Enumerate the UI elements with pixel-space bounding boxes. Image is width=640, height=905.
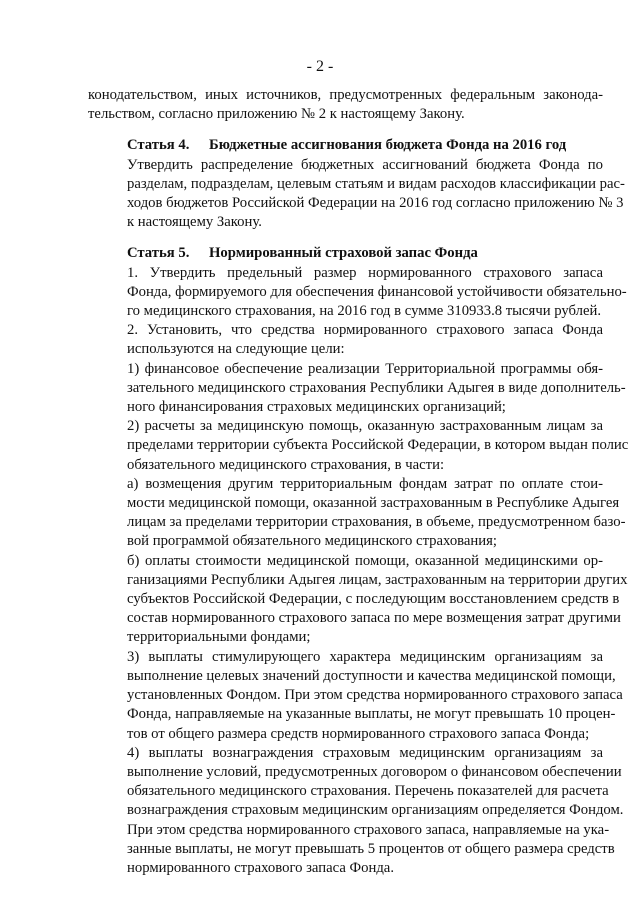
intro-paragraph — [88, 86, 603, 124]
article-5-subitem-b — [88, 552, 628, 648]
article-5-number: Статья 5. — [127, 245, 190, 262]
article-5-heading — [88, 244, 603, 263]
text-line: тов от общего размера средств нормированного страхового запаса Фонда; — [127, 725, 590, 742]
text-line: состав нормированного страхового запаса по мере возмещения затрат другими — [127, 610, 621, 627]
text-line: установленных Фондом. При этом средства нормированного страхового запаса — [127, 687, 623, 704]
article-5-title: Нормированный страховой запас Фонда — [209, 245, 478, 262]
article-5-item-1 — [88, 360, 626, 418]
text-line: б) оплаты стоимости медицинской помощи, оказанной медицинскими ор- — [127, 552, 603, 569]
text-line: территориальными фондами; — [127, 629, 311, 646]
page-number: - 2 - — [306, 58, 334, 75]
text-line: Фонда, направляемые на указанные выплаты, не могут превышать 10 процен- — [127, 706, 616, 723]
text-line: 1) финансовое обеспечение реализации Территориальной программы обя- — [127, 360, 603, 377]
text-line: вой программой обязательного медицинского страхования; — [127, 533, 497, 550]
text-line: нормированного страхового запаса Фонда. — [127, 859, 394, 876]
text-line: разделам, подразделам, целевым статьям и видам расходов классификации рас- — [127, 175, 625, 192]
article-4-title: Бюджетные ассигнования бюджета Фонда на 2016 год — [209, 137, 567, 154]
text-line: выполнение условий, предусмотренных договором о финансовом обеспечении — [127, 763, 622, 780]
article-5-item-2 — [88, 417, 629, 475]
text-line: вознаграждения страховым медицинским организациям определяется Фондом. — [127, 802, 624, 819]
text-line: 2) расчеты за медицинскую помощь, оказанную застрахованным лицам за — [127, 418, 603, 435]
text-line: используются на следующие цели: — [127, 341, 345, 358]
article-5-subitem-a — [88, 475, 626, 552]
text-line: к настоящему Закону. — [127, 214, 262, 231]
text-line: занные выплаты, не могут превышать 5 процентов от общего размера средств — [127, 840, 615, 857]
text-line: Утвердить распределение бюджетных ассигнований бюджета Фонда по — [127, 156, 603, 173]
text-line: Фонда, формируемого для обеспечения финансовой устойчивости обязательно- — [127, 283, 627, 300]
text-line: ходов бюджетов Российской Федерации на 2016 год согласно приложению № 3 — [127, 195, 624, 212]
text-line: ганизациями Республики Адыгея лицам, застрахованным на территории других — [127, 571, 628, 588]
text-line: а) возмещения другим территориальным фондам затрат по оплате стои- — [127, 475, 603, 492]
text-line: выполнение целевых значений доступности и качества медицинской помощи, — [127, 667, 616, 684]
text-line: конодательством, иных источников, предусмотренных федеральным законода- — [88, 87, 603, 103]
article-5-item-4 — [88, 744, 624, 878]
article-4-number: Статья 4. — [127, 137, 190, 154]
text-line: 1. Утвердить предельный размер нормированного страхового запаса — [127, 264, 603, 281]
text-line: субъектов Российской Федерации, с последующим восстановлением средств в — [127, 591, 620, 608]
text-line: лицам за пределами территории страхования, в объеме, предусмотренном базо- — [127, 514, 626, 531]
text-line: пределами территории субъекта Российской Федерации, в котором выдан полис — [127, 437, 629, 454]
text-line: ного финансирования страховых медицинских организаций; — [127, 399, 506, 416]
text-line: 4) выплаты вознаграждения страховым медицинским организациям за — [127, 744, 603, 761]
text-line: При этом средства нормированного страхового запаса, направляемые на ука- — [127, 821, 610, 838]
text-line: мости медицинской помощи, оказанной застрахованным в Республике Адыгея — [127, 495, 620, 512]
text-line: тельством, согласно приложению № 2 к настоящему Закону. — [88, 106, 465, 123]
article-5-item-3 — [88, 648, 623, 744]
article-5-paragraph-2 — [88, 321, 603, 359]
document-body — [88, 86, 629, 878]
text-line: 2. Установить, что средства нормированного страхового запаса Фонда — [127, 322, 603, 339]
article-5-paragraph-1 — [88, 264, 627, 322]
text-line: обязательного медицинского страхования. Перечень показателей для расчета — [127, 783, 609, 800]
text-line: обязательного медицинского страхования, в части: — [127, 456, 445, 473]
article-4-heading — [88, 136, 603, 155]
text-line: 3) выплаты стимулирующего характера медицинским организациям за — [127, 648, 603, 665]
text-line: го медицинского страхования, на 2016 год в сумме 310933.8 тысячи рублей. — [127, 303, 602, 320]
text-line: зательного медицинского страхования Республики Адыгея в виде дополнитель- — [127, 379, 626, 396]
article-4-paragraph — [88, 156, 625, 233]
